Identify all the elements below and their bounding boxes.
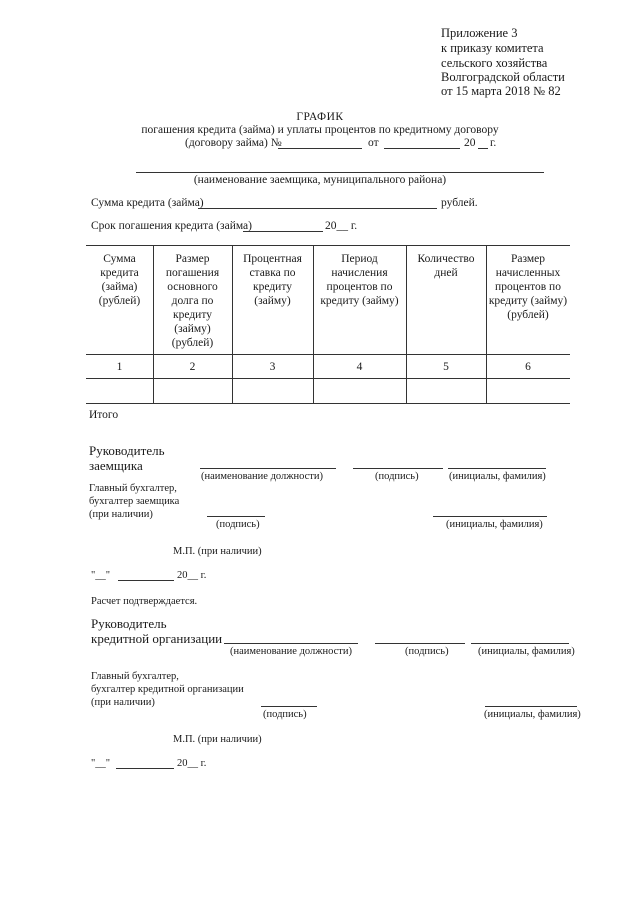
borrower-acc-signature-field[interactable] (207, 516, 265, 517)
bank-date-quote: "__" (91, 758, 111, 769)
table-number-2: 2 (189, 361, 196, 373)
total-label: Итого (89, 409, 119, 421)
table-number-5: 5 (443, 361, 449, 373)
borrower-initials-caption: (инициалы, фамилия) (449, 471, 546, 482)
borrower-name-field[interactable] (136, 172, 544, 173)
borrower-accountant-line-1: Главный бухгалтер, (89, 483, 177, 494)
borrower-caption: (наименование заемщика, муниципального района) (193, 174, 447, 186)
borrower-acc-signature-caption: (подпись) (216, 519, 260, 530)
borrower-date-year: 20__ г. (177, 570, 207, 581)
bank-acc-initials-field[interactable] (485, 706, 577, 707)
table-header-cell-6: Размер начисленных процентов по кредиту (займу) (рублей) (488, 253, 568, 321)
appendix-line-3: сельского хозяйства (441, 56, 548, 70)
bank-acc-signature-caption: (подпись) (263, 709, 307, 720)
bank-position-field[interactable] (224, 643, 358, 644)
table-header-cell-2: Размер погашения основного долга по кредиту (займу) (рублей) (165, 253, 220, 349)
appendix-line-5: от 15 марта 2018 № 82 (441, 84, 561, 98)
loan-sum-label: Сумма кредита (займа) (91, 197, 204, 209)
loan-term-label: Срок погашения кредита (займа) (91, 220, 252, 232)
bank-acc-signature-field[interactable] (261, 706, 317, 707)
contract-date-field[interactable] (384, 148, 460, 149)
bank-initials-field[interactable] (471, 643, 569, 644)
bank-head-line-2: кредитной организации (91, 631, 223, 646)
loan-sum-unit: рублей. (441, 197, 478, 209)
title-contract-year: 20 (464, 137, 476, 149)
contract-year-field[interactable] (478, 148, 488, 149)
borrower-position-caption: (наименование должности) (201, 471, 324, 482)
borrower-acc-initials-field[interactable] (433, 516, 547, 517)
appendix-line-2: к приказу комитета (441, 41, 544, 55)
table-number-4: 4 (356, 361, 363, 373)
bank-accountant-line-2: бухгалтер кредитной организации (91, 684, 244, 695)
title-contract-suffix: г. (490, 137, 497, 149)
borrower-date-field[interactable] (118, 580, 174, 581)
borrower-signature-caption: (подпись) (375, 471, 419, 482)
bank-accountant-line-3: (при наличии) (91, 697, 155, 708)
borrower-accountant-line-3: (при наличии) (89, 509, 153, 520)
title-subtitle-1: погашения кредита (займа) и уплаты процентов по кредитному договору (141, 124, 499, 136)
borrower-signature-field[interactable] (353, 468, 443, 469)
bank-signature-field[interactable] (375, 643, 465, 644)
borrower-stamp: М.П. (при наличии) (173, 546, 262, 557)
bank-date-field[interactable] (116, 768, 174, 769)
bank-acc-initials-caption: (инициалы, фамилия) (484, 709, 581, 720)
title-contract-from: от (368, 137, 379, 149)
appendix-line-1: Приложение 3 (441, 26, 518, 40)
table-number-3: 3 (269, 361, 276, 373)
borrower-position-field[interactable] (200, 468, 336, 469)
table-row[interactable] (86, 379, 570, 403)
title-contract-prefix: (договору займа) № (185, 137, 282, 149)
appendix-line-4: Волгоградской области (441, 70, 565, 84)
borrower-accountant-line-2: бухгалтер заемщика (89, 496, 180, 507)
table-number-6: 6 (525, 361, 531, 373)
bank-signature-caption: (подпись) (405, 646, 449, 657)
loan-sum-field[interactable] (198, 208, 437, 209)
loan-term-year: 20__ г. (325, 220, 358, 232)
bank-position-caption: (наименование должности) (230, 646, 353, 657)
table-header-cell-3: Процентная ставка по кредиту (займу) (243, 253, 302, 307)
borrower-initials-field[interactable] (448, 468, 546, 469)
confirm-text: Расчет подтверждается. (91, 596, 198, 607)
loan-term-field[interactable] (243, 231, 323, 232)
table-header-cell-5: Количество дней (417, 253, 475, 279)
page-title: ГРАФИК (296, 111, 344, 123)
table-header-cell-4: Период начисления процентов по кредиту (займу) (320, 253, 399, 307)
contract-number-field[interactable] (278, 148, 362, 149)
borrower-date-quote: "__" (91, 570, 111, 581)
table-header-cell-1: Сумма кредита (займа) (рублей) (98, 253, 141, 307)
table-number-1: 1 (116, 361, 123, 373)
bank-date-year: 20__ г. (177, 758, 207, 769)
borrower-head-line-1: Руководитель (89, 443, 165, 458)
borrower-acc-initials-caption: (инициалы, фамилия) (446, 519, 543, 530)
borrower-head-line-2: заемщика (89, 458, 143, 473)
bank-accountant-line-1: Главный бухгалтер, (91, 671, 179, 682)
bank-head-line-1: Руководитель (91, 616, 167, 631)
bank-initials-caption: (инициалы, фамилия) (478, 646, 575, 657)
bank-stamp: М.П. (при наличии) (173, 734, 262, 745)
